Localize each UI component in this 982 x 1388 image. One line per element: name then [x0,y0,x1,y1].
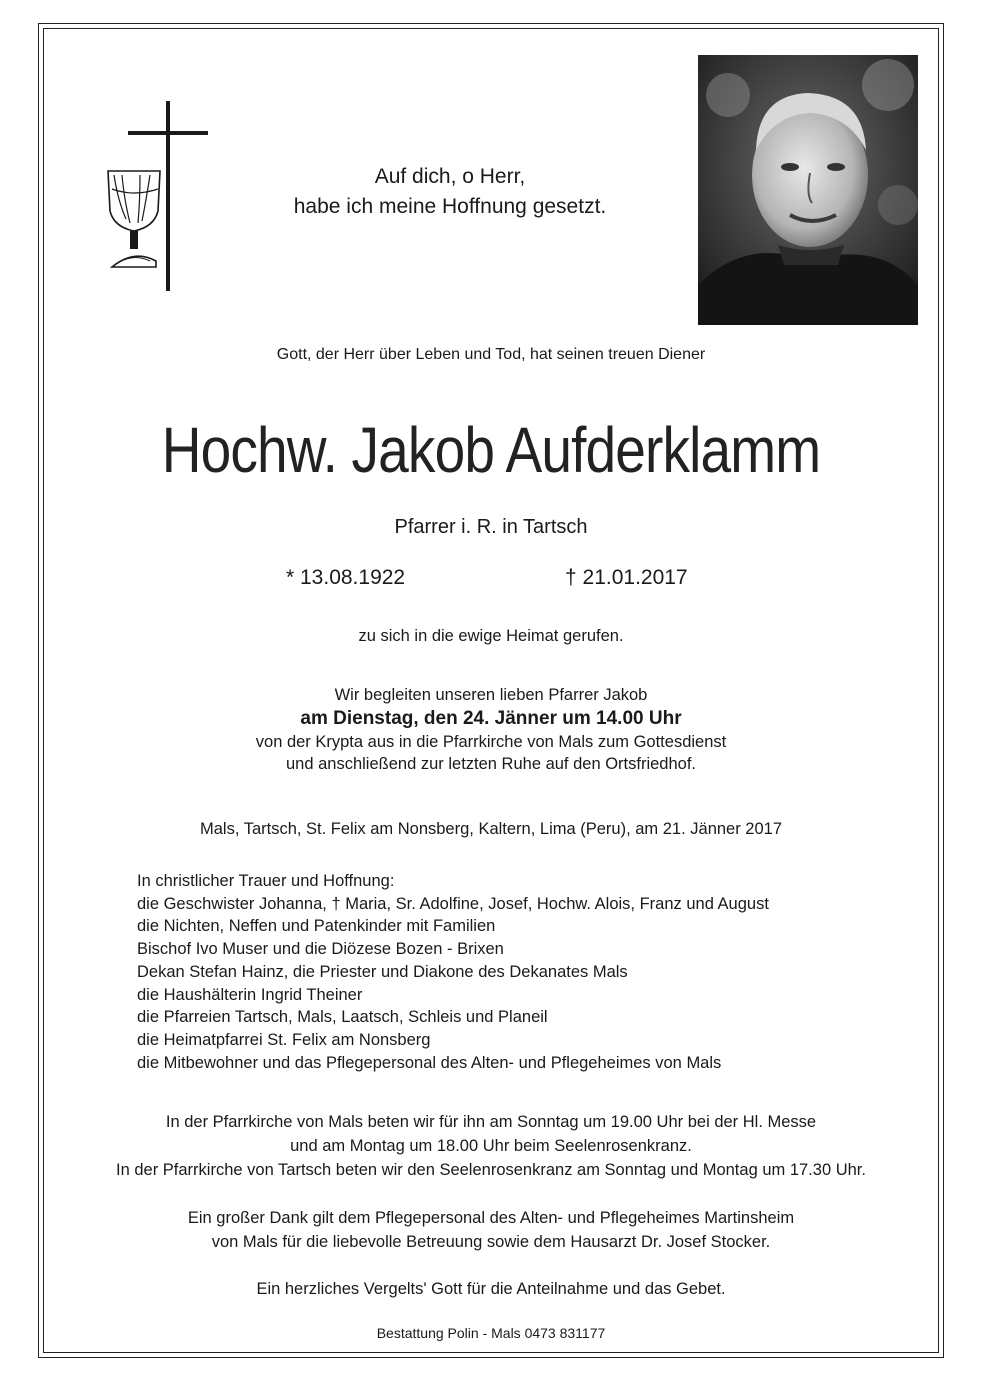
closing-text: Ein herzliches Vergelts' Gott für die Anteilnahme und das Gebet. [256,1280,726,1298]
cross-chalice-icon [104,101,208,291]
thanks-line-1: Ein großer Dank gilt dem Pflegepersonal des Alten- und Pflegeheimes Martinsheim [187,1209,795,1227]
funeral-line-3: von der Krypta aus in die Pfarrkirche von Mals zum Gottesdienst [255,732,727,751]
list-item: In christlicher Trauer und Hoffnung: [137,872,395,890]
place-date: Mals, Tartsch, St. Felix am Nonsberg, Kaltern, Lima (Peru), am 21. Jänner 2017 [199,820,783,838]
list-item: die Haushälterin Ingrid Theiner [137,985,363,1004]
prayer-line-1: In der Pfarrkirche von Mals beten wir für ihn am Sonntag um 19.00 Uhr bei der Hl. Messe [165,1113,817,1131]
list-item: die Pfarreien Tartsch, Mals, Laatsch, Schleis und Planeil [137,1008,548,1027]
prayer-line-2: und am Montag um 18.00 Uhr beim Seelenrosenkranz. [290,1137,692,1155]
list-item: die Nichten, Neffen und Patenkinder mit Familien [137,917,496,936]
funeral-home-footer: Bestattung Polin - Mals 0473 831177 [376,1325,606,1341]
deceased-name-wrap [44,410,938,490]
list-item: Bischof Ivo Muser und die Diözese Bozen - Brixen [137,940,504,959]
bible-verse [230,162,670,222]
verse-line-1: Auf dich, o Herr, [374,165,526,188]
called-home-text: zu sich in die ewige Heimat gerufen. [358,627,624,645]
list-item: die Mitbewohner und das Pflegepersonal des Alten- und Pflegeheimes von Mals [137,1053,722,1072]
death-date: † 21.01.2017 [565,566,688,589]
intro-text: Gott, der Herr über Leben und Tod, hat seinen treuen Diener [276,346,706,363]
deceased-title: Pfarrer i. R. in Tartsch [394,516,588,538]
funeral-date: am Dienstag, den 24. Jänner um 14.00 Uhr [300,707,682,729]
verse-line-2: habe ich meine Hoffnung gesetzt. [293,195,607,218]
funeral-notice [44,684,938,776]
thanks-notice [44,1206,938,1254]
list-item: die Heimatpfarrei St. Felix am Nonsberg [137,1030,431,1049]
mourners-list [137,870,769,1074]
thanks-line-2: von Mals für die liebevolle Betreuung sowie dem Hausarzt Dr. Josef Stocker. [211,1233,771,1251]
deceased-name: Hochw. Jakob Aufderklamm [161,414,821,486]
funeral-line-1: Wir begleiten unseren lieben Pfarrer Jakob [334,686,648,704]
prayer-line-3: In der Pfarrkirche von Tartsch beten wir den Seelenrosenkranz am Sonntag und Montag um 17.30 Uhr. [116,1161,866,1179]
list-item: Dekan Stefan Hainz, die Priester und Diakone des Dekanates Mals [137,962,628,981]
list-item: die Geschwister Johanna, † Maria, Sr. Adolfine, Josef, Hochw. Alois, Franz und August [137,894,769,913]
prayer-notice [44,1110,938,1182]
portrait-photo [698,55,918,325]
funeral-line-4: und anschließend zur letzten Ruhe auf den Ortsfriedhof. [286,755,696,773]
birth-date: * 13.08.1922 [286,566,406,589]
